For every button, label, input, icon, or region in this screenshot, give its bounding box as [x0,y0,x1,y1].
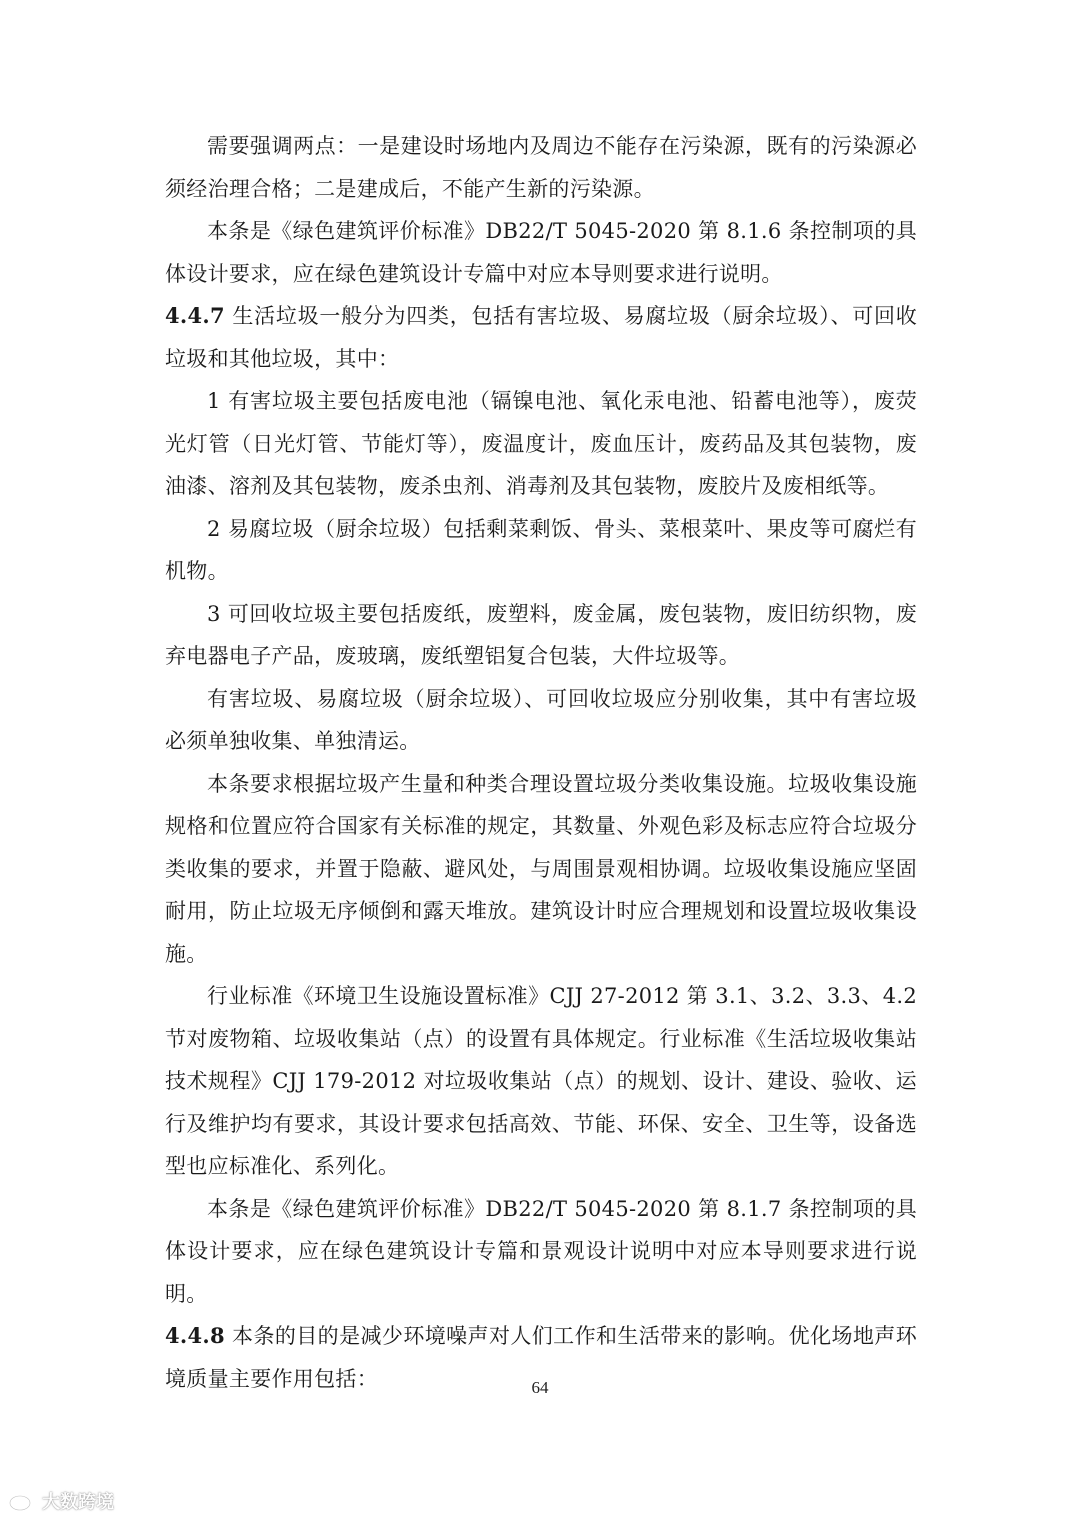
weibo-logo-icon [8,1489,38,1513]
paragraph-text: 需要强调两点：一是建设时场地内及周边不能存在污染源，既有的污染源必须经治理合格；二是建成后，不能产生新的污染源。 [165,134,917,201]
section-number: 4.4.8 [165,1323,225,1348]
paragraph-text: 2 易腐垃圾（厨余垃圾）包括剩菜剩饭、骨头、菜根菜叶、果皮等可腐烂有机物。 [165,516,917,583]
section-number: 4.4.7 [165,303,225,328]
paragraph-text: 有害垃圾、易腐垃圾（厨余垃圾）、可回收垃圾应分别收集，其中有害垃圾必须单独收集、单独清运。 [165,686,917,753]
page-number: 64 [531,1378,549,1397]
paragraph-text: 3 可回收垃圾主要包括废纸，废塑料，废金属，废包装物，废旧纺织物，废弃电器电子产品，废玻璃，废纸塑铝复合包装，大件垃圾等。 [165,601,917,668]
paragraph-text: 本条的目的是减少环境噪声对人们工作和生活带来的影响。优化场地声环境质量主要作用包括： [165,1324,917,1391]
page-body [165,125,917,1400]
paragraph-pollution-note [165,125,917,210]
list-item-recyclable-waste [165,593,917,678]
watermark [8,1488,114,1514]
paragraph-text: 生活垃圾一般分为四类，包括有害垃圾、易腐垃圾（厨余垃圾）、可回收垃圾和其他垃圾，其中： [165,304,917,371]
list-item-hazardous-waste [165,380,917,508]
paragraph-separate-collection [165,678,917,763]
paragraph-collection-facilities [165,763,917,976]
paragraph-text: 1 有害垃圾主要包括废电池（镉镍电池、氧化汞电池、铅蓄电池等），废荧光灯管（日光灯管、节能灯等），废温度计，废血压计，废药品及其包装物，废油漆、溶剂及其包装物，废杀虫剂、消毒剂及其包装物，废胶片及废相纸等。 [165,389,917,498]
paragraph-industry-standards [165,975,917,1188]
watermark-text: 大数跨境 [42,1492,114,1513]
paragraph-text: 行业标准《环境卫生设施设置标准》CJJ 27-2012 第 3.1、3.2、3.3、4.2 节对废物箱、垃圾收集站（点）的设置有具体规定。行业标准《生活垃圾收集站技术规程》CJJ 179-2012 对垃圾收集站（点）的规划、设计、建设、验收、运行及维护均有要求，其设计要求包括高效、节能、环保、安全、卫生等，设备选型也应标准化、系列化。 [165,984,917,1178]
section-4-4-7 [165,295,917,380]
paragraph-text: 本条是《绿色建筑评价标准》DB22/T 5045-2020 第 8.1.6 条控制项的具体设计要求，应在绿色建筑设计专篇中对应本导则要求进行说明。 [165,219,917,286]
paragraph-standard-816 [165,210,917,295]
paragraph-text: 本条是《绿色建筑评价标准》DB22/T 5045-2020 第 8.1.7 条控制项的具体设计要求，应在绿色建筑设计专篇和景观设计说明中对应本导则要求进行说明。 [165,1196,917,1306]
paragraph-standard-817 [165,1188,917,1316]
paragraph-text: 本条要求根据垃圾产生量和种类合理设置垃圾分类收集设施。垃圾收集设施规格和位置应符合国家有关标准的规定，其数量、外观色彩及标志应符合垃圾分类收集的要求，并置于隐蔽、避风处，与周围景观相协调。垃圾收集设施应坚固耐用，防止垃圾无序倾倒和露天堆放。建筑设计时应合理规划和设置垃圾收集设施。 [165,771,917,966]
list-item-food-waste [165,508,917,593]
